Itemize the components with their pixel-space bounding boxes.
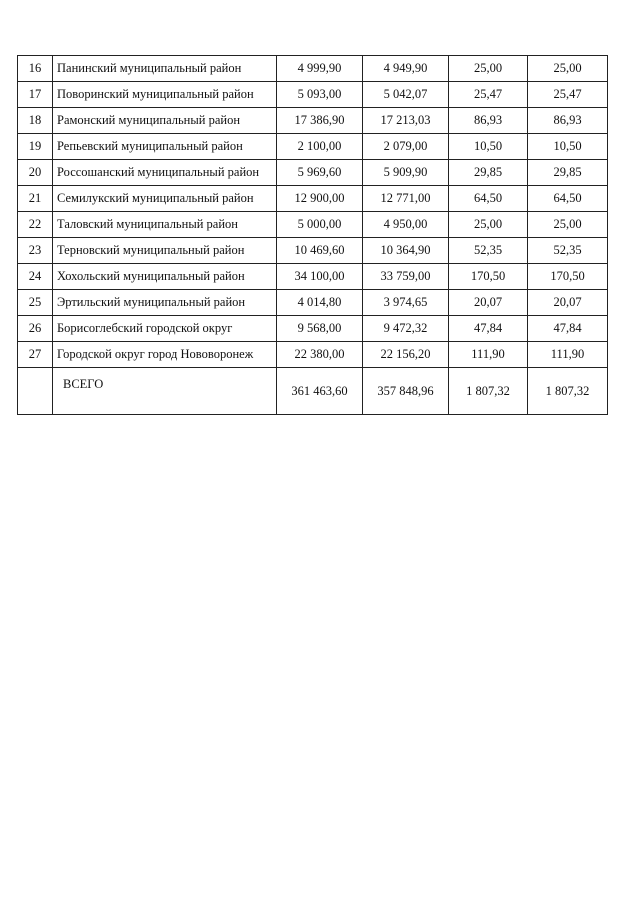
row-number: 22: [18, 212, 53, 238]
amount-col-1: 12 900,00: [277, 186, 363, 212]
amount-col-4: 170,50: [528, 264, 608, 290]
total-label: ВСЕГО: [53, 368, 277, 415]
amount-col-4: 10,50: [528, 134, 608, 160]
subsidy-table: [17, 55, 608, 415]
amount-col-3: 29,85: [449, 160, 528, 186]
amount-col-3: 10,50: [449, 134, 528, 160]
row-number: 24: [18, 264, 53, 290]
municipality-name: Семилукский муниципальный район: [53, 186, 277, 212]
amount-col-3: 111,90: [449, 342, 528, 368]
amount-col-3: 64,50: [449, 186, 528, 212]
amount-col-2: 5 042,07: [363, 82, 449, 108]
amount-col-1: 5 093,00: [277, 82, 363, 108]
amount-col-3: 86,93: [449, 108, 528, 134]
amount-col-2: 4 950,00: [363, 212, 449, 238]
table-row: [18, 264, 608, 290]
table-row: [18, 212, 608, 238]
amount-col-1: 5 969,60: [277, 160, 363, 186]
municipality-name: Таловский муниципальный район: [53, 212, 277, 238]
total-row: [18, 368, 608, 415]
row-number: 25: [18, 290, 53, 316]
amount-col-4: 47,84: [528, 316, 608, 342]
municipality-name: Терновский муниципальный район: [53, 238, 277, 264]
amount-col-3: 170,50: [449, 264, 528, 290]
table-row: [18, 290, 608, 316]
amount-col-2: 10 364,90: [363, 238, 449, 264]
table-row: [18, 108, 608, 134]
amount-col-3: 25,47: [449, 82, 528, 108]
total-amount-col-3: 1 807,32: [449, 368, 528, 415]
row-number: 21: [18, 186, 53, 212]
row-number: 16: [18, 56, 53, 82]
municipality-name: Поворинский муниципальный район: [53, 82, 277, 108]
table-row: [18, 134, 608, 160]
amount-col-3: 20,07: [449, 290, 528, 316]
amount-col-4: 25,00: [528, 212, 608, 238]
municipality-name: Рамонский муниципальный район: [53, 108, 277, 134]
amount-col-3: 25,00: [449, 56, 528, 82]
amount-col-2: 4 949,90: [363, 56, 449, 82]
amount-col-4: 111,90: [528, 342, 608, 368]
amount-col-1: 5 000,00: [277, 212, 363, 238]
table-row: [18, 342, 608, 368]
table-row: [18, 160, 608, 186]
total-amount-col-2: 357 848,96: [363, 368, 449, 415]
amount-col-2: 22 156,20: [363, 342, 449, 368]
amount-col-1: 22 380,00: [277, 342, 363, 368]
amount-col-1: 9 568,00: [277, 316, 363, 342]
amount-col-4: 64,50: [528, 186, 608, 212]
amount-col-2: 2 079,00: [363, 134, 449, 160]
amount-col-4: 29,85: [528, 160, 608, 186]
table-row: [18, 316, 608, 342]
amount-col-4: 20,07: [528, 290, 608, 316]
total-amount-col-4: 1 807,32: [528, 368, 608, 415]
amount-col-2: 5 909,90: [363, 160, 449, 186]
amount-col-3: 47,84: [449, 316, 528, 342]
amount-col-4: 52,35: [528, 238, 608, 264]
row-number: 27: [18, 342, 53, 368]
amount-col-4: 25,00: [528, 56, 608, 82]
row-number: 23: [18, 238, 53, 264]
total-number-cell: [18, 368, 53, 415]
document-page: [17, 55, 608, 415]
amount-col-2: 33 759,00: [363, 264, 449, 290]
amount-col-1: 10 469,60: [277, 238, 363, 264]
table-body: [18, 56, 608, 415]
municipality-name: Репьевский муниципальный район: [53, 134, 277, 160]
amount-col-1: 34 100,00: [277, 264, 363, 290]
municipality-name: Городской округ город Нововоронеж: [53, 342, 277, 368]
municipality-name: Панинский муниципальный район: [53, 56, 277, 82]
row-number: 17: [18, 82, 53, 108]
table-row: [18, 56, 608, 82]
amount-col-2: 9 472,32: [363, 316, 449, 342]
table-row: [18, 238, 608, 264]
amount-col-1: 4 999,90: [277, 56, 363, 82]
municipality-name: Хохольский муниципальный район: [53, 264, 277, 290]
total-amount-col-1: 361 463,60: [277, 368, 363, 415]
amount-col-4: 25,47: [528, 82, 608, 108]
amount-col-4: 86,93: [528, 108, 608, 134]
row-number: 18: [18, 108, 53, 134]
table-row: [18, 186, 608, 212]
amount-col-3: 25,00: [449, 212, 528, 238]
row-number: 26: [18, 316, 53, 342]
amount-col-1: 2 100,00: [277, 134, 363, 160]
amount-col-2: 17 213,03: [363, 108, 449, 134]
municipality-name: Россошанский муниципальный район: [53, 160, 277, 186]
amount-col-3: 52,35: [449, 238, 528, 264]
amount-col-1: 4 014,80: [277, 290, 363, 316]
row-number: 20: [18, 160, 53, 186]
municipality-name: Эртильский муниципальный район: [53, 290, 277, 316]
amount-col-2: 3 974,65: [363, 290, 449, 316]
amount-col-1: 17 386,90: [277, 108, 363, 134]
municipality-name: Борисоглебский городской округ: [53, 316, 277, 342]
table-row: [18, 82, 608, 108]
amount-col-2: 12 771,00: [363, 186, 449, 212]
row-number: 19: [18, 134, 53, 160]
